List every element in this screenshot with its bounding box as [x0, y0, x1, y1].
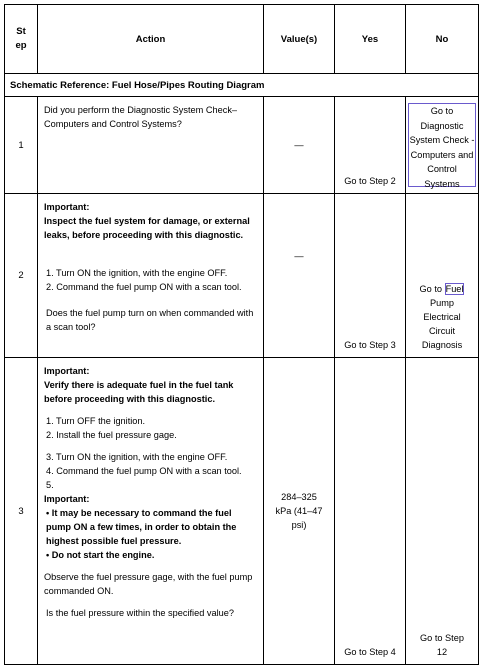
value-cell: —	[264, 194, 335, 358]
no-link-rest: Pump Electrical Circuit Diagnosis	[421, 298, 463, 350]
action-cell	[38, 358, 264, 665]
step-question: Does the fuel pump turn on when commanded with a scan tool?	[46, 308, 254, 332]
table-row	[5, 358, 479, 665]
bullet-item: • It may be necessary to command the fuel pump ON a few times, in order to obtain the highest possible fuel pressure.	[46, 508, 237, 546]
no-cell	[406, 97, 479, 194]
step-number: 3	[5, 358, 38, 665]
important-label: Important:	[44, 366, 90, 376]
diagnostic-system-check-link[interactable]: Diagnostic System Check - Computers and Control Systems	[409, 120, 475, 189]
value-cell: —	[264, 97, 335, 194]
list-item: 3. Turn ON the ignition, with the engine OFF.	[46, 452, 228, 462]
list-item: 1. Turn ON the ignition, with the engine OFF.	[46, 268, 228, 278]
header-values: Value(s)	[264, 5, 335, 74]
step-number: 1	[5, 97, 38, 194]
header-no: No	[406, 5, 479, 74]
list-item: 2. Command the fuel pump ON with a scan tool.	[46, 282, 242, 292]
list-item: 2. Install the fuel pressure gage.	[46, 430, 177, 440]
header-step: St ep	[5, 5, 38, 74]
important-label: Important:	[44, 202, 90, 212]
header-row	[5, 5, 479, 74]
yes-link[interactable]: Go to Step 4	[344, 647, 396, 657]
no-link-box[interactable]	[408, 103, 476, 187]
no-link[interactable]	[406, 282, 478, 352]
yes-cell	[335, 194, 406, 358]
no-prefix: Go to	[430, 106, 454, 116]
no-prefix: Go to	[419, 284, 443, 294]
yes-link[interactable]: Go to Step 3	[344, 340, 396, 350]
fuel-link[interactable]: Fuel	[445, 284, 464, 294]
important-text: Verify there is adequate fuel in the fuel tank before proceeding with this diagnostic.	[44, 380, 234, 404]
table-row	[5, 194, 479, 358]
schematic-row	[5, 74, 479, 97]
no-cell	[406, 194, 479, 358]
step-question: Is the fuel pressure within the specified value?	[46, 608, 234, 618]
action-cell	[38, 194, 264, 358]
step-question: Did you perform the Diagnostic System Check–Computers and Control Systems?	[44, 105, 238, 129]
observe-text: Observe the fuel pressure gage, with the fuel pump commanded ON.	[44, 572, 253, 596]
important-text: Inspect the fuel system for damage, or external leaks, before proceeding with this diagnostic.	[44, 216, 250, 240]
action-cell	[38, 97, 264, 194]
list-item: 1. Turn OFF the ignition.	[46, 416, 146, 426]
header-yes: Yes	[335, 5, 406, 74]
no-cell	[406, 358, 479, 665]
step-number: 2	[5, 194, 38, 358]
important-label: Important:	[44, 494, 90, 504]
list-item: 4. Command the fuel pump ON with a scan tool.	[46, 466, 242, 476]
yes-cell	[335, 358, 406, 665]
yes-link[interactable]: Go to Step 2	[344, 176, 396, 186]
diagnostic-table	[4, 4, 479, 665]
schematic-reference: Schematic Reference: Fuel Hose/Pipes Routing Diagram	[5, 74, 479, 97]
value-cell: 284–325 kPa (41–47 psi)	[264, 358, 335, 665]
header-action: Action	[38, 5, 264, 74]
table-row	[5, 97, 479, 194]
bullet-item: • Do not start the engine.	[46, 550, 155, 560]
no-link[interactable]: Go to Step 12	[420, 633, 464, 657]
yes-cell	[335, 97, 406, 194]
list-item: 5.	[46, 480, 54, 490]
